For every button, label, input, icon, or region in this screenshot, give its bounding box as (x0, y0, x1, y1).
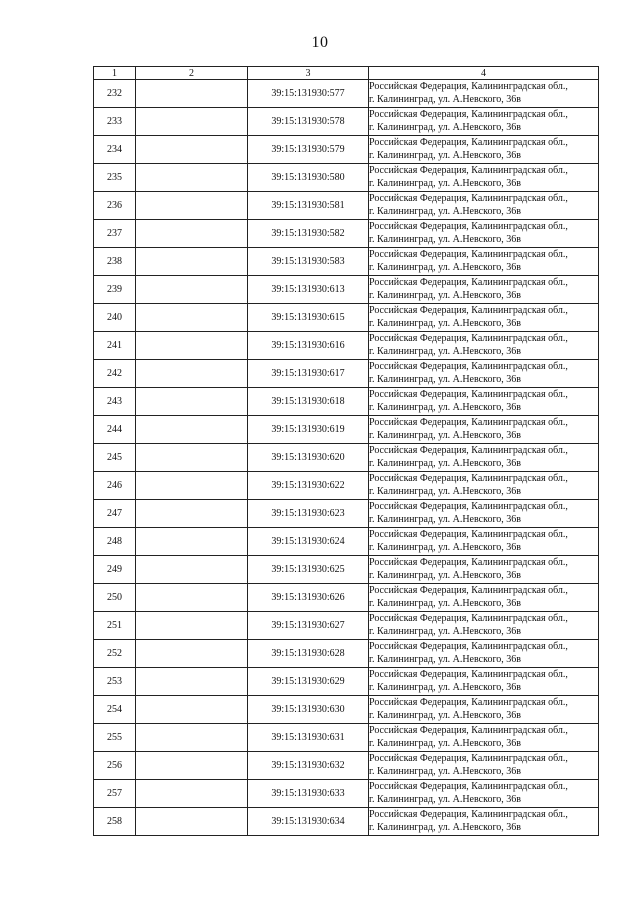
table-row (94, 80, 599, 108)
address-cell (369, 584, 599, 612)
address-cell (369, 752, 599, 780)
empty-cell (136, 164, 248, 192)
address-line-1: Российская Федерация, Калининградская обл., (369, 781, 568, 792)
address-cell (369, 332, 599, 360)
row-number: 240 (94, 304, 136, 332)
row-number: 248 (94, 528, 136, 556)
address-line-1: Российская Федерация, Калининградская обл., (369, 417, 568, 428)
cadastral-number: 39:15:131930:620 (248, 444, 369, 472)
cadastral-number: 39:15:131930:581 (248, 192, 369, 220)
column-header-2: 2 (136, 67, 248, 80)
table-row (94, 360, 599, 388)
address-line-1: Российская Федерация, Калининградская обл., (369, 249, 568, 260)
empty-cell (136, 752, 248, 780)
empty-cell (136, 388, 248, 416)
cadastral-number: 39:15:131930:580 (248, 164, 369, 192)
address-line-2: г. Калининград, ул. А.Невского, 36в (369, 765, 522, 777)
address-cell (369, 808, 599, 836)
address-line-1: Российская Федерация, Калининградская обл., (369, 809, 568, 820)
cadastral-number: 39:15:131930:619 (248, 416, 369, 444)
cadastral-number: 39:15:131930:633 (248, 780, 369, 808)
row-number: 234 (94, 136, 136, 164)
cadastral-number: 39:15:131930:627 (248, 612, 369, 640)
row-number: 239 (94, 276, 136, 304)
address-line-1: Российская Федерация, Калининградская обл., (369, 389, 568, 400)
cadastral-number: 39:15:131930:578 (248, 108, 369, 136)
address-cell (369, 164, 599, 192)
address-cell (369, 500, 599, 528)
table-row (94, 332, 599, 360)
address-cell (369, 444, 599, 472)
address-line-1: Российская Федерация, Калининградская обл., (369, 81, 568, 92)
address-cell (369, 780, 599, 808)
table-body (94, 80, 599, 836)
row-number: 244 (94, 416, 136, 444)
address-line-1: Российская Федерация, Калининградская обл., (369, 165, 568, 176)
address-line-1: Российская Федерация, Калининградская обл., (369, 473, 568, 484)
address-line-1: Российская Федерация, Калининградская обл., (369, 669, 568, 680)
address-line-2: г. Калининград, ул. А.Невского, 36в (369, 597, 522, 609)
table-row (94, 808, 599, 836)
address-line-2: г. Калининград, ул. А.Невского, 36в (369, 821, 522, 833)
cadastral-number: 39:15:131930:629 (248, 668, 369, 696)
table-row (94, 612, 599, 640)
row-number: 232 (94, 80, 136, 108)
empty-cell (136, 444, 248, 472)
address-cell (369, 640, 599, 668)
table-row (94, 500, 599, 528)
address-cell (369, 136, 599, 164)
address-cell (369, 304, 599, 332)
address-line-2: г. Калининград, ул. А.Невского, 36в (369, 709, 522, 721)
row-number: 235 (94, 164, 136, 192)
address-line-1: Российская Федерация, Калининградская обл., (369, 641, 568, 652)
address-cell (369, 668, 599, 696)
address-line-2: г. Калининград, ул. А.Невского, 36в (369, 737, 522, 749)
cadastral-number: 39:15:131930:624 (248, 528, 369, 556)
empty-cell (136, 584, 248, 612)
empty-cell (136, 696, 248, 724)
table-row (94, 388, 599, 416)
row-number: 237 (94, 220, 136, 248)
column-header-4: 4 (369, 67, 599, 80)
empty-cell (136, 248, 248, 276)
address-line-1: Российская Федерация, Калининградская обл., (369, 585, 568, 596)
column-header-1: 1 (94, 67, 136, 80)
address-line-1: Российская Федерация, Калининградская обл., (369, 221, 568, 232)
address-cell (369, 220, 599, 248)
row-number: 251 (94, 612, 136, 640)
address-cell (369, 388, 599, 416)
cadastral-number: 39:15:131930:623 (248, 500, 369, 528)
row-number: 255 (94, 724, 136, 752)
table-row (94, 752, 599, 780)
cadastral-number: 39:15:131930:583 (248, 248, 369, 276)
row-number: 252 (94, 640, 136, 668)
row-number: 257 (94, 780, 136, 808)
cadastral-number: 39:15:131930:616 (248, 332, 369, 360)
address-line-2: г. Калининград, ул. А.Невского, 36в (369, 373, 522, 385)
row-number: 236 (94, 192, 136, 220)
table-row (94, 416, 599, 444)
page-number: 10 (311, 34, 329, 51)
address-line-2: г. Калининград, ул. А.Невского, 36в (369, 93, 522, 105)
address-cell (369, 556, 599, 584)
address-line-1: Российская Федерация, Калининградская обл., (369, 333, 568, 344)
table-row (94, 220, 599, 248)
address-line-1: Российская Федерация, Калининградская обл., (369, 557, 568, 568)
address-line-1: Российская Федерация, Калининградская обл., (369, 613, 568, 624)
address-line-1: Российская Федерация, Калининградская обл., (369, 501, 568, 512)
cadastral-number: 39:15:131930:615 (248, 304, 369, 332)
empty-cell (136, 640, 248, 668)
empty-cell (136, 360, 248, 388)
address-line-2: г. Калининград, ул. А.Невского, 36в (369, 233, 522, 245)
address-cell (369, 360, 599, 388)
address-cell (369, 192, 599, 220)
row-number: 243 (94, 388, 136, 416)
address-cell (369, 472, 599, 500)
cadastral-number: 39:15:131930:582 (248, 220, 369, 248)
address-line-1: Российская Федерация, Калининградская обл., (369, 361, 568, 372)
address-line-1: Российская Федерация, Калининградская обл., (369, 697, 568, 708)
row-number: 246 (94, 472, 136, 500)
address-line-2: г. Калининград, ул. А.Невского, 36в (369, 653, 522, 665)
address-line-2: г. Калининград, ул. А.Невского, 36в (369, 541, 522, 553)
empty-cell (136, 472, 248, 500)
empty-cell (136, 80, 248, 108)
cadastral-number: 39:15:131930:626 (248, 584, 369, 612)
empty-cell (136, 192, 248, 220)
row-number: 253 (94, 668, 136, 696)
address-line-2: г. Калининград, ул. А.Невского, 36в (369, 793, 522, 805)
empty-cell (136, 500, 248, 528)
address-line-2: г. Калининград, ул. А.Невского, 36в (369, 149, 522, 161)
row-number: 249 (94, 556, 136, 584)
cadastral-number: 39:15:131930:632 (248, 752, 369, 780)
address-line-2: г. Калининград, ул. А.Невского, 36в (369, 261, 522, 273)
table-row (94, 276, 599, 304)
address-line-2: г. Калининград, ул. А.Невского, 36в (369, 429, 522, 441)
table-row (94, 136, 599, 164)
address-cell (369, 696, 599, 724)
table-row (94, 696, 599, 724)
table-row (94, 724, 599, 752)
cadastral-number: 39:15:131930:625 (248, 556, 369, 584)
row-number: 256 (94, 752, 136, 780)
address-cell (369, 528, 599, 556)
empty-cell (136, 612, 248, 640)
address-line-2: г. Калининград, ул. А.Невского, 36в (369, 401, 522, 413)
address-line-1: Российская Федерация, Калининградская обл., (369, 529, 568, 540)
cadastral-number: 39:15:131930:634 (248, 808, 369, 836)
address-cell (369, 80, 599, 108)
table-row (94, 248, 599, 276)
address-line-2: г. Калининград, ул. А.Невского, 36в (369, 205, 522, 217)
empty-cell (136, 276, 248, 304)
table-row (94, 192, 599, 220)
cadastral-number: 39:15:131930:613 (248, 276, 369, 304)
address-line-2: г. Калининград, ул. А.Невского, 36в (369, 625, 522, 637)
table-row (94, 304, 599, 332)
address-cell (369, 108, 599, 136)
empty-cell (136, 136, 248, 164)
address-line-1: Российская Федерация, Калининградская обл., (369, 753, 568, 764)
address-line-2: г. Калининград, ул. А.Невского, 36в (369, 681, 522, 693)
row-number: 245 (94, 444, 136, 472)
cadastral-number: 39:15:131930:577 (248, 80, 369, 108)
table-row (94, 584, 599, 612)
table-row (94, 472, 599, 500)
cadastral-number: 39:15:131930:631 (248, 724, 369, 752)
address-line-2: г. Калининград, ул. А.Невского, 36в (369, 457, 522, 469)
cadastral-number: 39:15:131930:579 (248, 136, 369, 164)
row-number: 258 (94, 808, 136, 836)
address-line-1: Российская Федерация, Калининградская обл., (369, 305, 568, 316)
table-row (94, 668, 599, 696)
address-line-2: г. Калининград, ул. А.Невского, 36в (369, 177, 522, 189)
column-header-3: 3 (248, 67, 369, 80)
cadastral-number: 39:15:131930:628 (248, 640, 369, 668)
table-row (94, 444, 599, 472)
empty-cell (136, 332, 248, 360)
empty-cell (136, 668, 248, 696)
address-line-2: г. Калининград, ул. А.Невского, 36в (369, 289, 522, 301)
table-row (94, 108, 599, 136)
address-line-1: Российская Федерация, Калининградская обл., (369, 109, 568, 120)
address-line-1: Российская Федерация, Калининградская обл., (369, 193, 568, 204)
address-line-2: г. Калининград, ул. А.Невского, 36в (369, 345, 522, 357)
table-row (94, 780, 599, 808)
row-number: 254 (94, 696, 136, 724)
empty-cell (136, 528, 248, 556)
table-header-row (94, 67, 599, 80)
row-number: 250 (94, 584, 136, 612)
empty-cell (136, 724, 248, 752)
empty-cell (136, 220, 248, 248)
address-cell (369, 724, 599, 752)
address-line-2: г. Калининград, ул. А.Невского, 36в (369, 121, 522, 133)
address-line-1: Российская Федерация, Калининградская обл., (369, 137, 568, 148)
empty-cell (136, 780, 248, 808)
empty-cell (136, 108, 248, 136)
empty-cell (136, 808, 248, 836)
address-cell (369, 248, 599, 276)
row-number: 242 (94, 360, 136, 388)
empty-cell (136, 556, 248, 584)
empty-cell (136, 304, 248, 332)
row-number: 241 (94, 332, 136, 360)
address-line-1: Российская Федерация, Калининградская обл., (369, 725, 568, 736)
cadastral-number: 39:15:131930:630 (248, 696, 369, 724)
address-line-2: г. Калининград, ул. А.Невского, 36в (369, 569, 522, 581)
address-cell (369, 276, 599, 304)
cadastral-number: 39:15:131930:617 (248, 360, 369, 388)
address-line-1: Российская Федерация, Калининградская обл., (369, 277, 568, 288)
table-row (94, 640, 599, 668)
row-number: 233 (94, 108, 136, 136)
address-line-2: г. Калининград, ул. А.Невского, 36в (369, 485, 522, 497)
address-line-1: Российская Федерация, Калининградская обл., (369, 445, 568, 456)
table-row (94, 164, 599, 192)
table-row (94, 556, 599, 584)
address-line-2: г. Калининград, ул. А.Невского, 36в (369, 513, 522, 525)
empty-cell (136, 416, 248, 444)
address-line-2: г. Калининград, ул. А.Невского, 36в (369, 317, 522, 329)
cadastral-number: 39:15:131930:618 (248, 388, 369, 416)
address-cell (369, 612, 599, 640)
table-row (94, 528, 599, 556)
registry-table (93, 66, 599, 836)
cadastral-number: 39:15:131930:622 (248, 472, 369, 500)
row-number: 247 (94, 500, 136, 528)
row-number: 238 (94, 248, 136, 276)
address-cell (369, 416, 599, 444)
